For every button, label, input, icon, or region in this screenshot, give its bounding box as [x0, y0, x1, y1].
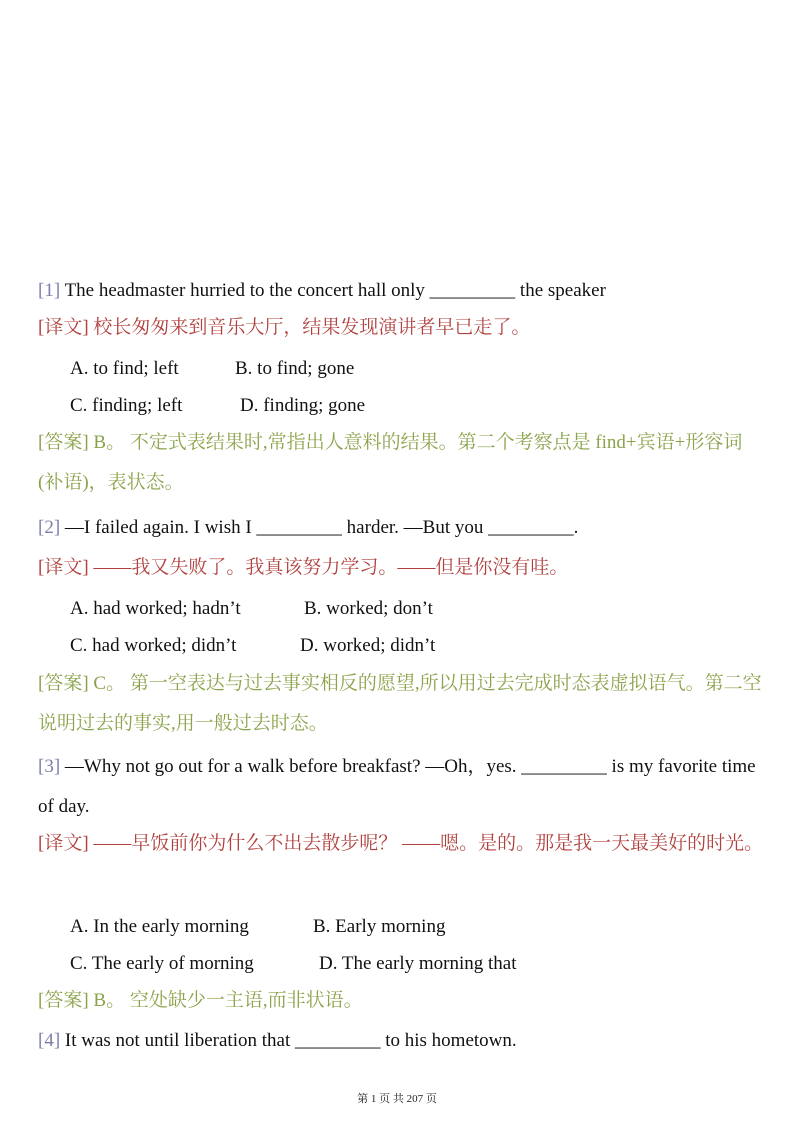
answer-tag: [答案]: [38, 432, 89, 453]
answer-3: [38, 989, 764, 1013]
options-row-3a: [70, 915, 445, 939]
question-1: [38, 279, 764, 303]
answer-text: C。 第一空表达与过去事实相反的愿望,所以用过去完成时态表虚拟语气。第二空说明过去的事实,用一般过去时态。: [38, 673, 762, 734]
translation-2: [38, 556, 764, 580]
options-row-2a: [70, 597, 433, 621]
options-row-1a: [70, 357, 354, 381]
translation-1: [38, 316, 764, 340]
option-c: C. finding; left: [70, 395, 183, 416]
options-row-1b: [70, 394, 365, 418]
question-text: —Why not go out for a walk before breakfast? —Oh，yes. _________ is my favorite time of day.: [38, 756, 756, 817]
question-3: [38, 747, 764, 827]
translation-tag: [译文]: [38, 833, 89, 854]
option-a: A. In the early morning: [70, 916, 249, 937]
translation-tag: [译文]: [38, 317, 89, 338]
option-d: D. The early morning that: [319, 953, 517, 974]
translation-3: [38, 824, 764, 864]
answer-text: B。 空处缺少一主语,而非状语。: [88, 990, 363, 1011]
option-c: C. had worked; didn’t: [70, 635, 237, 656]
options-row-3b: [70, 952, 517, 976]
option-a: A. had worked; hadn’t: [70, 598, 241, 619]
question-2: [38, 516, 764, 540]
option-d: D. finding; gone: [240, 395, 366, 416]
answer-1: [38, 423, 764, 503]
options-row-2b: [70, 634, 435, 658]
answer-tag: [答案]: [38, 673, 89, 694]
option-d: D. worked; didn’t: [300, 635, 436, 656]
translation-tag: [译文]: [38, 557, 89, 578]
question-text: It was not until liberation that _________ to his hometown.: [64, 1030, 517, 1051]
question-number: [4]: [38, 1030, 61, 1051]
option-a: A. to find; left: [70, 358, 179, 379]
translation-text: ——我又失败了。我真该努力学习。——但是你没有哇。: [88, 557, 569, 578]
question-text: The headmaster hurried to the concert hall only _________ the speaker: [64, 280, 606, 301]
page-footer: 第 1 页 共 207 页: [357, 1093, 437, 1105]
question-text: —I failed again. I wish I _________ harder. —But you _________.: [64, 517, 579, 538]
option-b: B. to find; gone: [235, 358, 355, 379]
translation-text: 校长匆匆来到音乐大厅，结果发现演讲者早已走了。: [88, 317, 531, 338]
question-number: [1]: [38, 280, 61, 301]
answer-text: B。 不定式表结果时,常指出人意料的结果。第二个考察点是 find+宾语+形容词(补语)，表状态。: [38, 432, 743, 493]
option-b: B. worked; don’t: [304, 598, 433, 619]
answer-2: [38, 664, 764, 744]
question-4: [38, 1029, 764, 1053]
option-b: B. Early morning: [313, 916, 446, 937]
option-c: C. The early of morning: [70, 953, 254, 974]
question-number: [2]: [38, 517, 61, 538]
question-number: [3]: [38, 756, 61, 777]
answer-tag: [答案]: [38, 990, 89, 1011]
translation-text: ——早饭前你为什么不出去散步呢？ ——嗯。是的。那是我一天最美好的时光。: [88, 833, 764, 854]
